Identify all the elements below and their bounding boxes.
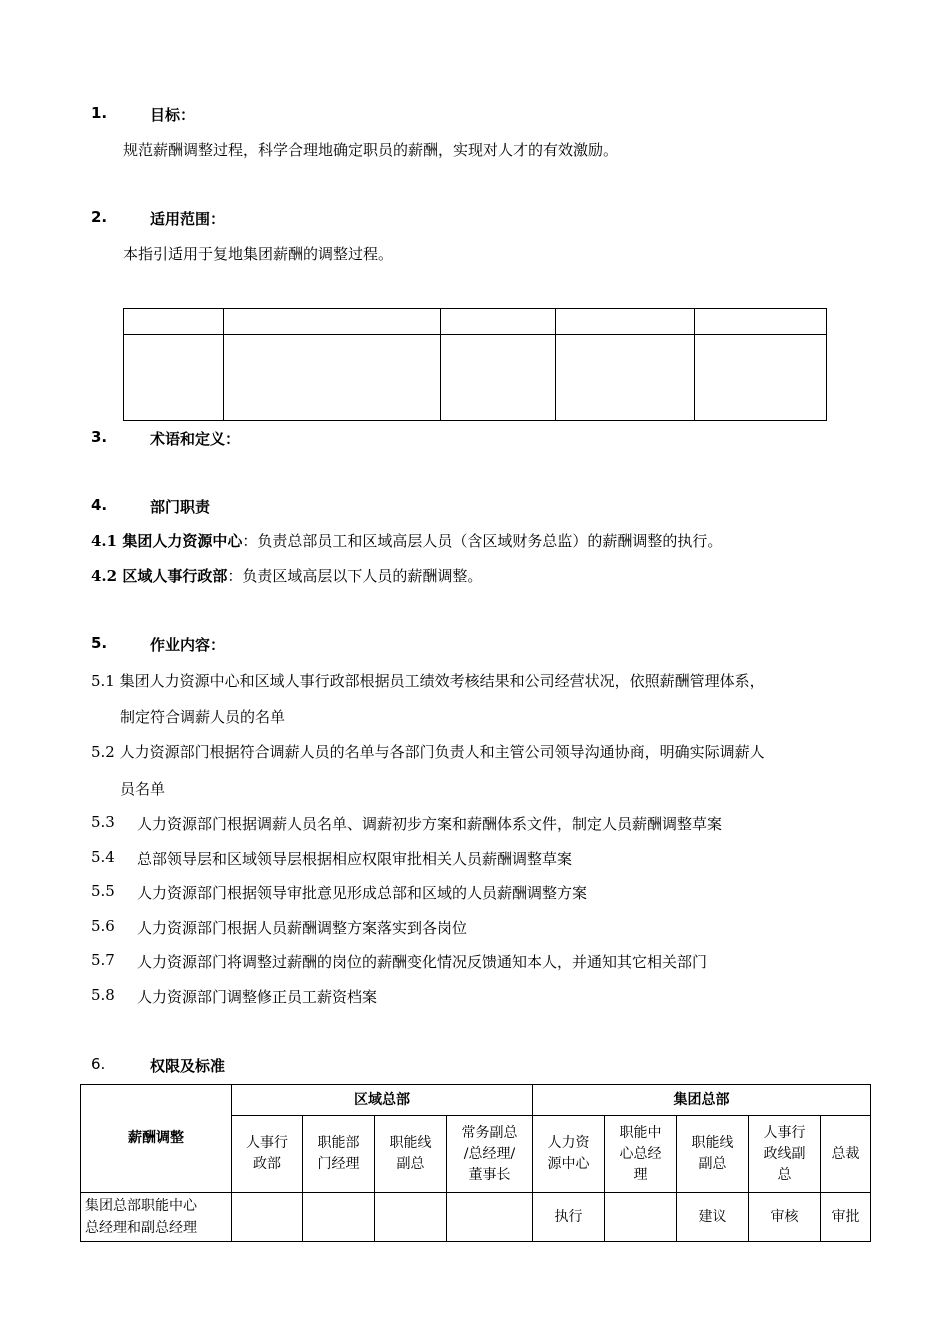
work-item-5-7-text: 人力资源部门将调整过薪酬的岗位的薪酬变化情况反馈通知本人，并通知其它相关部门: [137, 953, 708, 971]
section-6-title: 权限及标准: [150, 1057, 226, 1075]
group-header-regional: 区域总部: [232, 1085, 533, 1116]
section-1-title: 目标：: [150, 106, 196, 124]
authority-group-row: [81, 1085, 871, 1116]
work-item-5-8-number: 5.8: [91, 986, 115, 1004]
table-row: [81, 1193, 871, 1242]
section-2-title: 适用范围：: [150, 210, 226, 228]
empty-cell: [695, 309, 827, 335]
authority-table: [80, 1084, 871, 1242]
table-cell: 审核: [749, 1193, 821, 1242]
duty-item-label: 4.2 区域人事行政部: [91, 567, 228, 585]
row-header-hq-center-managers: 集团总部职能中心 总经理和副总经理: [81, 1193, 232, 1242]
table-cell: 建议: [677, 1193, 749, 1242]
empty-cell: [124, 335, 224, 421]
table-cell: [303, 1193, 375, 1242]
section-1-number: 1.: [91, 104, 108, 122]
section-3-title: 术语和定义：: [150, 430, 241, 448]
empty-cell: [695, 335, 827, 421]
table-cell: [375, 1193, 447, 1242]
empty-grid-header-row: [124, 309, 827, 335]
col-header-regional-vp: 职能线 副总: [375, 1116, 447, 1193]
col-header-hq-hr-vp: 人事行 政线副 总: [749, 1116, 821, 1193]
duty-item-4-2: [91, 565, 482, 586]
col-header-hq-hr-center: 人力资 源中心: [533, 1116, 605, 1193]
section-4-title: 部门职责: [150, 498, 211, 516]
work-item-5-3-number: 5.3: [91, 813, 115, 831]
work-item-5-4-text: 总部领导层和区域领导层根据相应权限审批相关人员薪酬调整草案: [137, 850, 573, 868]
empty-cell: [441, 309, 556, 335]
section-4-number: 4.: [91, 496, 108, 514]
duty-item-text: ：负责区域高层以下人员的薪酬调整。: [227, 567, 483, 585]
group-header-hq: 集团总部: [533, 1085, 871, 1116]
col-header-regional-executive: 常务副总 /总经理/ 董事长: [447, 1116, 533, 1193]
empty-cell: [224, 309, 441, 335]
col-header-hq-president: 总裁: [821, 1116, 871, 1193]
work-item-5-1-line2: 制定符合调薪人员的名单: [120, 708, 286, 726]
empty-cell: [224, 335, 441, 421]
work-item-5-7-number: 5.7: [91, 951, 115, 969]
work-item-5-6-text: 人力资源部门根据人员薪酬调整方案落实到各岗位: [137, 919, 468, 937]
duty-item-label: 4.1 集团人力资源中心: [91, 532, 243, 550]
work-item-5-1-line1: 5.1 集团人力资源中心和区域人事行政部根据员工绩效考核结果和公司经营状况，依照薪酬管理体系，: [91, 672, 765, 690]
work-item-5-5-text: 人力资源部门根据领导审批意见形成总部和区域的人员薪酬调整方案: [137, 884, 588, 902]
empty-grid-body-row: [124, 335, 827, 421]
work-item-5-6-number: 5.6: [91, 917, 115, 935]
empty-cell: [441, 335, 556, 421]
work-item-5-4-number: 5.4: [91, 848, 115, 866]
empty-cell: [124, 309, 224, 335]
work-item-5-8-text: 人力资源部门调整修正员工薪资档案: [137, 988, 378, 1006]
section-5-number: 5.: [91, 634, 108, 652]
table-cell: [605, 1193, 677, 1242]
col-header-regional-hr-admin: 人事行 政部: [232, 1116, 303, 1193]
col-header-regional-dept-manager: 职能部 门经理: [303, 1116, 375, 1193]
authority-corner-header: 薪酬调整: [81, 1085, 232, 1193]
table-cell: 执行: [533, 1193, 605, 1242]
empty-grid-table: [123, 308, 827, 421]
section-2-body: 本指引适用于复地集团薪酬的调整过程。: [123, 245, 394, 263]
section-2-number: 2.: [91, 208, 108, 226]
col-header-hq-vp: 职能线 副总: [677, 1116, 749, 1193]
work-item-5-5-number: 5.5: [91, 882, 115, 900]
empty-cell: [556, 309, 695, 335]
work-item-5-2-line2: 员名单: [120, 780, 166, 798]
section-5-title: 作业内容：: [150, 636, 226, 654]
col-header-hq-center-gm: 职能中 心总经 理: [605, 1116, 677, 1193]
table-cell: 审批: [821, 1193, 871, 1242]
work-item-5-3-text: 人力资源部门根据调薪人员名单、调薪初步方案和薪酬体系文件，制定人员薪酬调整草案: [137, 815, 723, 833]
empty-cell: [556, 335, 695, 421]
section-1-body: 规范薪酬调整过程，科学合理地确定职员的薪酬，实现对人才的有效激励。: [123, 141, 619, 159]
work-item-5-2-line1: 5.2 人力资源部门根据符合调薪人员的名单与各部门负责人和主管公司领导沟通协商，明确实际调薪人: [91, 743, 765, 761]
section-3-number: 3.: [91, 428, 108, 446]
table-cell: [232, 1193, 303, 1242]
duty-item-4-1: [91, 530, 722, 551]
table-cell: [447, 1193, 533, 1242]
section-6-number: 6.: [91, 1055, 106, 1073]
duty-item-text: ：负责总部员工和区域高层人员（含区域财务总监）的薪酬调整的执行。: [242, 532, 723, 550]
